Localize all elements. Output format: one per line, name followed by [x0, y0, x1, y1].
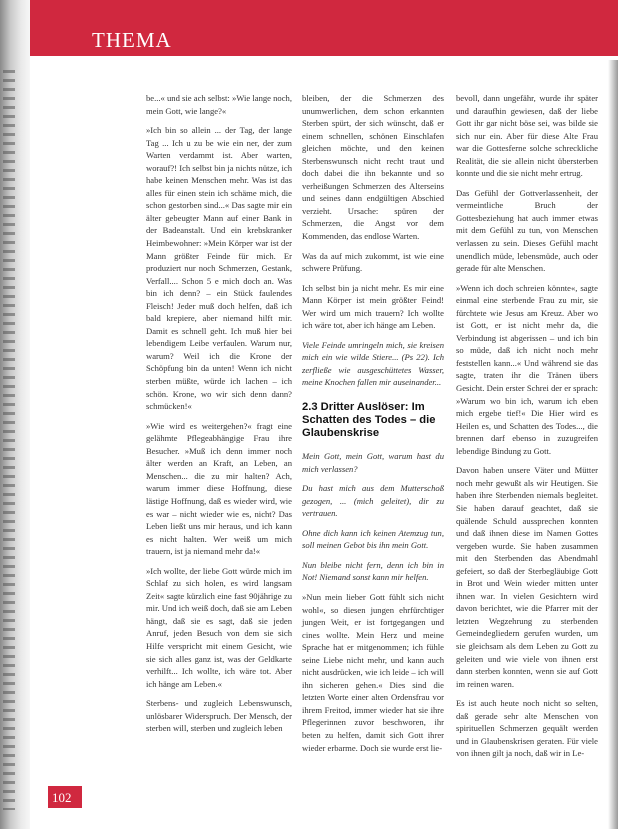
paragraph: be...« und sie ach selbst: »Wie lange noch, mein Gott, wie lange?«	[146, 93, 292, 116]
spiral-binding-holes	[3, 70, 15, 810]
page-edge-shadow	[608, 60, 618, 829]
psalm-quote: Du hast mich aus dem Mutterschoß gezogen, ... (mich geleitet), dir zu vertrauen.	[302, 483, 444, 519]
paragraph: Es ist auch heute noch nicht so selten, daß gerade sehr alte Menschen von spirituellen Schmerzen gequält werden und in Glaubenskrisen geraten. Für viele von ihnen gilt ja noch, daß wir in Le-	[456, 698, 598, 759]
paragraph: »Wenn ich doch schreien könnte«, sagte einmal eine sterbende Frau zu mir, sie fürchtete wie Jesus am Kreuz. Aber wo ist Gott, er ist nicht mehr da, die Verbindung ist abgerissen – und ich bin so müde, daß ich nicht noch mehr feststellen kann...« Und während sie das sagte, traten ihr die Tränen übers Gesicht. Dein erster Schrei der er sprach: »Warum wo bin ich, warum ich eben mich ergebe tief!« Die Hier wird es Heilen es, und Schatten des Todes..., die brennen darf ebenso in zuzugreifen lebendige Bindung zu Gott.	[456, 282, 598, 456]
page-number-badge	[48, 786, 82, 808]
text-column-1	[146, 92, 292, 742]
psalm-quote: Mein Gott, mein Gott, warum hast du mich verlassen?	[302, 451, 444, 474]
psalm-quote: Nun bleibe nicht fern, denn ich bin in Not! Niemand sonst kann mir helfen.	[302, 559, 444, 583]
paragraph: Was da auf mich zukommt, ist wie eine schwere Prüfung.	[302, 250, 444, 274]
paragraph: Ich selbst bin ja nicht mehr. Es mir eine Mann Körper ist mein größter Feind! Wer wird um mich trauern? Ich wollte ich wäre tot, aber ich hänge am Leben.	[302, 282, 444, 331]
text-column-3	[456, 92, 598, 767]
paragraph: bevoll, dann ungefähr, wurde ihr später und daraufhin gewiesen, daß der liebe Gott ihr gar nicht böse sei, was bilde sie sich nur ein. Aber für diese Alte Frau war die Gottesferne solche schreckliche Realität, die sie allein nicht übersterben konnte und die sie nicht mehr ertrug.	[456, 93, 598, 179]
paragraph: bleiben, der die Schmerzen des unumwerlichen, dem schon erkannten Sterben spürt, der sich wünscht, daß er einem schnellen, schönen Einschlafen gleichen möchte, und den keinen Sterbenswunsch nicht recht traut und doch dabei die ihn bekannte und so verheißungen Schmerzen des Alterseins und seines dann endgültigen Abschied verzieht. Ursache: spüren der Schmerzen, die Angst vor dem Kommenden, das endlose Warten.	[302, 93, 444, 242]
section-header-bar	[30, 0, 618, 56]
paragraph: »Nun mein lieber Gott fühlt sich nicht wohl«, so diesen jungen ehrfürchtiger jungen Weit, er ist fortgegangen und cines wollte. Mein Herz und meine Sprache hat er mitgenommen; ich fühle seine Liebe nicht mehr, und kann auch nicht ausdrücken, wie ich leide – ich will ihn sicheren gehen.« Dies sind die letzten Worte einer alten Ordensfrau vor ihrem Freitod, immer wieder hat sie ihre Pflegerinnen zuvor beschworen, ihr beten zu helfen, damit sich Gott ihrer wieder erbarme. Doch sie wurde erst lie-	[302, 591, 444, 753]
paragraph: Das Gefühl der Gottverlassenheit, der vermeintliche Bruch der Gottesbeziehung hat auch immer etwas mit dem Gefühl zu tun, von Menschen verlassen zu sein. Dieses Gefühl macht unendlich müde, lebensmüde, auch oder gerade für alte Menschen.	[456, 187, 598, 274]
paragraph: Davon haben unsere Väter und Mütter noch mehr gewußt als wir Heutigen. Sie haben ihre Sterbenden niemals begleitet. Sie haben darauf geachtet, daß sie quälende Schuld aussprechen konnten und daß ihnen diese im Namen Gottes vergeben wurde. Sie haben zusammen mit den Sterbenden das Abendmahl gefeiert, so daß der Sterbegläubige Gott in Brot und Wein wieder mitten unter ihnen war. In vielen Gesichtern wird davon berichtet, wie die Pfarrer mit der letzten Wegzehrung zu sterbenden Gemeindegliedern gerufen wurden, um sie gleichsam als dem Leben zu Gott zu geleiten und wie viele von ihnen erst dann sterben konnten, wenn sie auf Gott im reinen waren.	[456, 465, 598, 689]
section-title: THEMA	[92, 28, 172, 52]
text-column-2	[302, 92, 444, 761]
paragraph: »Wie wird es weitergehen?« fragt eine gelähmte Pflegeabhängige Frau ihre Besucher. »Muß ich denn immer noch älter werden an Kraft, an Leben, an Menschen... die zu mir halten? Ach, warum immer diese Hoffnung, diese lästige Hoffnung, daß es wieder wird, wie es war – nicht wieder wie es, nicht? Das Leben ließt uns mir heraus, und ich kann es nicht halten. Wer weiß um mich trauern, ist ja niemand mehr da!«	[146, 420, 292, 557]
psalm-quote: Ohne dich kann ich keinen Atemzug tun, soll meinen Gebot bis ihn mein Gott.	[302, 527, 444, 551]
paragraph: »Ich bin so allein ... der Tag, der lange Tag ... Ich u zu be wie ein ner, der zum Warten verdammt ist. Aber warten, worauf?! Ich selbst bin ja nichts nütze, ich habe keinen Menschen mehr. Was ist das alles für einen stein ich schäme mich, die schon gestorben sind...« Das sagte mir ein älter gebeugter Mann auf einer Bank in der Badeanstalt. Und ein krebskranker Heimbewohner: »Mein Körper war ist der Mann größter Feinde für mich. Er produziert nur noch Schmerzen, Gestank, Verfall.... Schon 5 e mich doch an. Was bin ich denn? – ein Stück faulendes Fleisch! Jeder muß doch helfen, daß ich bald krepiere, aber niemand hilft mir. Damit es schnell geht. Ich muß hier bei lebendigem Leibe verfaulen. Warum nur, warum? Weil ich die Krone der Schöpfung bin da unten! Wenn ich nicht sterben müßte, würde ich lachen – ich schön. Krone, wo wir sich denn dann? schmücken!«	[146, 125, 292, 412]
paragraph: Sterbens- und zugleich Lebenswunsch, unlösbarer Widerspruch. Der Mensch, der sterben will, sterben und zugleich leben	[146, 698, 292, 734]
paragraph: »Ich wollte, der liebe Gott würde mich im Schlaf zu sich holen, es wird langsam Zeit« sagte kürzlich eine fast 90jährige zu mir. Und ich weiß doch, daß sie am Leben hängt, daß sie es sagt, daß sie jeden Anruf, jeden Besuch von dem sie sich Hilfe verspricht mit einem Gesicht, wie sie sich alles ganz ist, was der Geldkarte verhilft... Ich wollte, ich wäre tot. Aber ich hänge am Leben.«	[146, 565, 292, 689]
psalm-quote: Viele Feinde umringeln mich, sie kreisen mich ein wie wilde Stiere... (Ps 22). Ich zerfließe wie ausgeschüttetes Wasser, meine Knochen fallen mir auseinander...	[302, 339, 444, 388]
section-heading: 2.3 Dritter Auslöser: Im Schatten des Todes – die Glaubenskrise	[302, 401, 436, 440]
page-number: 102	[52, 790, 72, 805]
